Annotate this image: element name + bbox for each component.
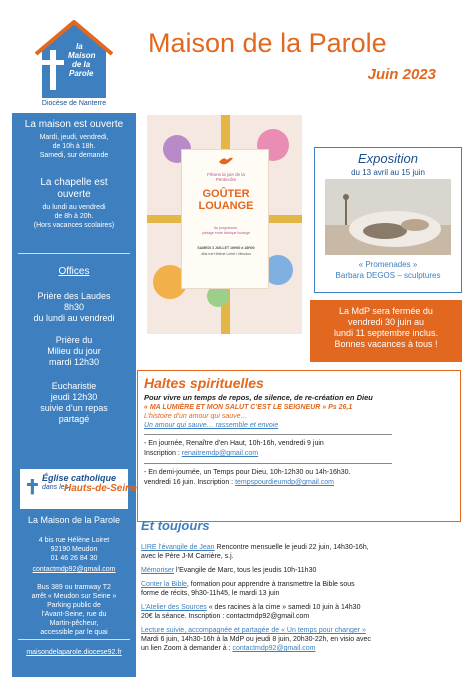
exposition-box — [314, 147, 462, 293]
lecture-suivie-link[interactable]: Lecture suivie, accompagnée et partagée de « Un temps pour changer » — [141, 627, 366, 634]
contact-email-link[interactable]: contactmdp92@gmail.com — [232, 645, 316, 652]
haltes-spirituelles-box — [137, 370, 461, 522]
atelier-des-sources-link[interactable]: L’Atelier des Sources — [141, 604, 207, 611]
page-title: Maison de la Parole — [148, 28, 387, 58]
dove-icon — [218, 156, 234, 166]
eglise-logo-box — [14, 469, 137, 509]
haltes-title: Haltes spirituelles — [144, 375, 264, 391]
haltes-quote: « MA LUMIÈRE ET MON SALUT C’EST LE SEIGNEUR » Ps 26,1 — [144, 404, 353, 411]
tempspourdieu-email-link[interactable]: tempspourdieumdp@gmail.com — [235, 479, 334, 486]
logo-text-2: Maison — [68, 51, 96, 60]
contact-email-link[interactable]: contactmdp92@gmail.com — [32, 566, 116, 573]
poster-title: LOUANGE — [198, 200, 254, 212]
divider — [144, 434, 392, 435]
divider — [144, 463, 392, 464]
haltes-item: Inscription : renaitremdp@gmail.com — [144, 450, 259, 457]
eglise-logo: ✝ Église catholique dans les Hauts-de-Seine — [20, 469, 128, 509]
divider — [18, 639, 130, 640]
logo-diocese: Diocèse de Nanterre — [41, 100, 107, 107]
conter-la-bible-link[interactable]: Conter la Bible — [141, 581, 187, 588]
issue-date: Juin 2023 — [367, 66, 436, 83]
chapel-hours — [14, 177, 134, 230]
et-toujours-title: Et toujours — [141, 518, 210, 533]
haltes-item: - En demi-journée, un Temps pour Dieu, 10h-12h30 ou 14h-16h30. — [144, 469, 351, 476]
eucharistie: Eucharistie jeudi 12h30 suivie d’un repas partagé — [40, 381, 108, 424]
gouter-louange-poster — [147, 115, 302, 334]
toujours-item: Mémoriser l’Evangile de Marc, tous les jeudis 10h-11h30 — [141, 567, 317, 574]
opening-line: Samedi, sur demande — [39, 152, 109, 159]
exposition-caption: « Promenades » — [358, 260, 418, 269]
transport: Bus 389 ou tramway T2 arrêt « Meudon sur Seine » Parking public de l’Avant-Seine, rue du Martin-pêcheur, accessible par le quai — [31, 584, 117, 636]
exposition-artist: Barbara DEGOS – sculptures — [335, 271, 441, 280]
logo-text-4: Parole — [69, 69, 94, 78]
exposition-title: Exposition — [358, 151, 418, 166]
divider — [18, 253, 130, 254]
logo-text-1: la — [76, 42, 83, 51]
chapel-title: La chapelle est — [40, 177, 108, 188]
exposition-dates: du 13 avril au 15 juin — [351, 168, 425, 177]
laudes: Prière des Laudes 8h30 du lundi au vendredi — [33, 291, 115, 323]
toujours-item: LIRE l’évangile de Jean Rencontre mensuelle le jeudi 22 juin, 14h30-16h, avec le Père J-M Carrière, s.j. — [141, 544, 369, 560]
contact-title: La Maison de la Parole — [27, 515, 121, 525]
haltes-item: - En journée, Renaître d’en Haut, 10h-16h, vendredi 9 juin — [144, 440, 324, 447]
contact — [14, 515, 134, 574]
haltes-subtitle: Pour vivre un temps de repos, de silence, de re-création en Dieu — [144, 393, 373, 402]
chapel-line: de 8h à 20h. — [54, 213, 94, 220]
address-line: 4 bis rue Hélène Loiret — [38, 537, 110, 544]
chapel-line: du lundi au vendredi — [42, 204, 106, 211]
toujours-item: Conter la Bible, formation pour apprendre à transmettre la Bible sous forme de récits, 9h30-11h45, le mardi 13 juin — [141, 581, 355, 597]
phone: 01 46 26 84 30 — [50, 555, 98, 562]
renaitre-email-link[interactable]: renaitremdp@gmail.com — [181, 450, 259, 457]
toujours-item: L’Atelier des Sources « des racines à la cime » samedi 10 juin à 14h30 20€ la séance. Inscription : contactmdp92@gmail.com — [141, 604, 361, 620]
sidebar — [12, 113, 136, 677]
haltes-item: vendredi 16 juin. Inscription : tempspourdieumdp@gmail.com — [144, 479, 334, 486]
offices-title: Offices — [58, 266, 90, 277]
cross-icon: ✝ — [24, 477, 41, 499]
website-link[interactable]: maisondelaparole.diocese92.fr — [26, 649, 122, 656]
sculpture-photo — [325, 179, 451, 255]
closure-notice: La MdP sera fermée du vendredi 30 juin au lundi 11 septembre inclus. Bonnes vacances à tous ! — [310, 300, 462, 362]
opening-line: de 10h à 18h. — [52, 143, 96, 150]
maison-de-la-parole-logo — [22, 20, 122, 116]
chapel-line: (Hors vacances scolaires) — [33, 222, 115, 229]
poster-card: Fêtons la joie de la Pentecôte GOÛTER LOUANGE Au programme, partage entre fabrique louange SAMEDI 3 JUILLET 16H00 à 18H00 4bis rue Hélène Loiret • Meudon — [181, 149, 269, 289]
chapel-title: ouverte — [57, 189, 91, 200]
opening-hours — [14, 119, 134, 160]
memoriser-link[interactable]: Mémoriser — [141, 567, 175, 574]
poster-title: GOÛTER — [202, 188, 250, 200]
logo-text-3: de la — [72, 60, 91, 69]
opening-title: La maison est ouverte — [24, 119, 124, 130]
lire-evangile-link[interactable]: LIRE l’évangile de Jean — [141, 544, 215, 551]
opening-line: Mardi, jeudi, vendredi, — [39, 134, 109, 141]
haltes-theme-link[interactable]: Un amour qui sauve… rassemble et envoie — [144, 422, 279, 429]
milieu-du-jour: Prière du Milieu du jour mardi 12h30 — [47, 335, 101, 367]
address-line: 92190 Meudon — [50, 546, 98, 553]
haltes-quote: L’histoire d’un amour qui sauve… — [144, 413, 248, 420]
toujours-item: Lecture suivie, accompagnée et partagée de « Un temps pour changer » Mardi 6 juin, 14h30-16h à la MdP ou jeudi 8 juin, 20h30-22h, en visio avec un lien Zoom à demander à : contactmdp92@gmail.com — [141, 627, 371, 652]
